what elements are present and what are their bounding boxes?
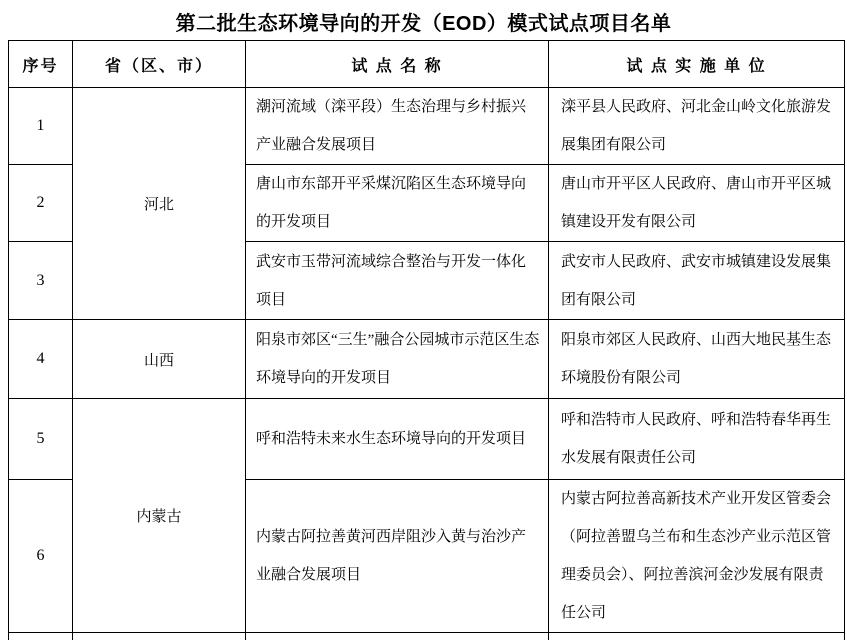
row-index-cell: 4 xyxy=(9,320,73,399)
implementing-unit-cell: 内蒙古阿拉善高新技术产业开发区管委会（阿拉善盟乌兰布和生态沙产业示范区管理委员会）、阿拉善滨河金沙发展有限责任公司 xyxy=(549,480,845,633)
row-index-cell xyxy=(9,633,73,640)
col-header-province: 省（区、市） xyxy=(73,41,246,88)
col-header-index: 序号 xyxy=(9,41,73,88)
row-index-cell: 5 xyxy=(9,399,73,480)
implementing-unit-cell: 唐山市开平区人民政府、唐山市开平区城镇建设开发有限公司 xyxy=(549,165,845,242)
project-name-cell: 内蒙古阿拉善黄河西岸阻沙入黄与治沙产业融合发展项目 xyxy=(246,480,549,633)
table-row xyxy=(9,399,845,480)
project-name-cell: 呼和浩特未来水生态环境导向的开发项目 xyxy=(246,399,549,480)
project-name-cell: 武安市玉带河流域综合整治与开发一体化项目 xyxy=(246,242,549,320)
province-cell-neimenggu: 内蒙古 xyxy=(73,399,246,633)
document-title: 第二批生态环境导向的开发（EOD）模式试点项目名单 xyxy=(175,13,672,35)
implementing-unit-cell: 滦平县人民政府、河北金山岭文化旅游发展集团有限公司 xyxy=(549,88,845,165)
implementing-unit-cell xyxy=(549,633,845,640)
table-row xyxy=(9,320,845,399)
table-row-partial xyxy=(9,633,845,640)
col-header-pilot-name: 试 点 名 称 xyxy=(246,41,549,88)
implementing-unit-cell: 呼和浩特市人民政府、呼和浩特春华再生水发展有限责任公司 xyxy=(549,399,845,480)
table-row xyxy=(9,88,845,165)
col-header-implementing-unit: 试 点 实 施 单 位 xyxy=(549,41,845,88)
table-header-row xyxy=(9,41,845,88)
province-cell xyxy=(73,633,246,640)
row-index-cell: 2 xyxy=(9,165,73,242)
project-name-cell: 阳泉市郊区“三生”融合公园城市示范区生态环境导向的开发项目 xyxy=(246,320,549,399)
eod-pilot-project-table xyxy=(8,40,845,640)
project-name-cell: 唐山市东部开平采煤沉陷区生态环境导向的开发项目 xyxy=(246,165,549,242)
project-name-cell xyxy=(246,633,549,640)
row-index-cell: 1 xyxy=(9,88,73,165)
row-index-cell: 3 xyxy=(9,242,73,320)
province-cell-shanxi: 山西 xyxy=(73,320,246,399)
implementing-unit-cell: 武安市人民政府、武安市城镇建设发展集团有限公司 xyxy=(549,242,845,320)
row-index-cell: 6 xyxy=(9,480,73,633)
project-name-cell: 潮河流域（滦平段）生态治理与乡村振兴产业融合发展项目 xyxy=(246,88,549,165)
implementing-unit-cell: 阳泉市郊区人民政府、山西大地民基生态环境股份有限公司 xyxy=(549,320,845,399)
province-cell-hebei: 河北 xyxy=(73,88,246,320)
